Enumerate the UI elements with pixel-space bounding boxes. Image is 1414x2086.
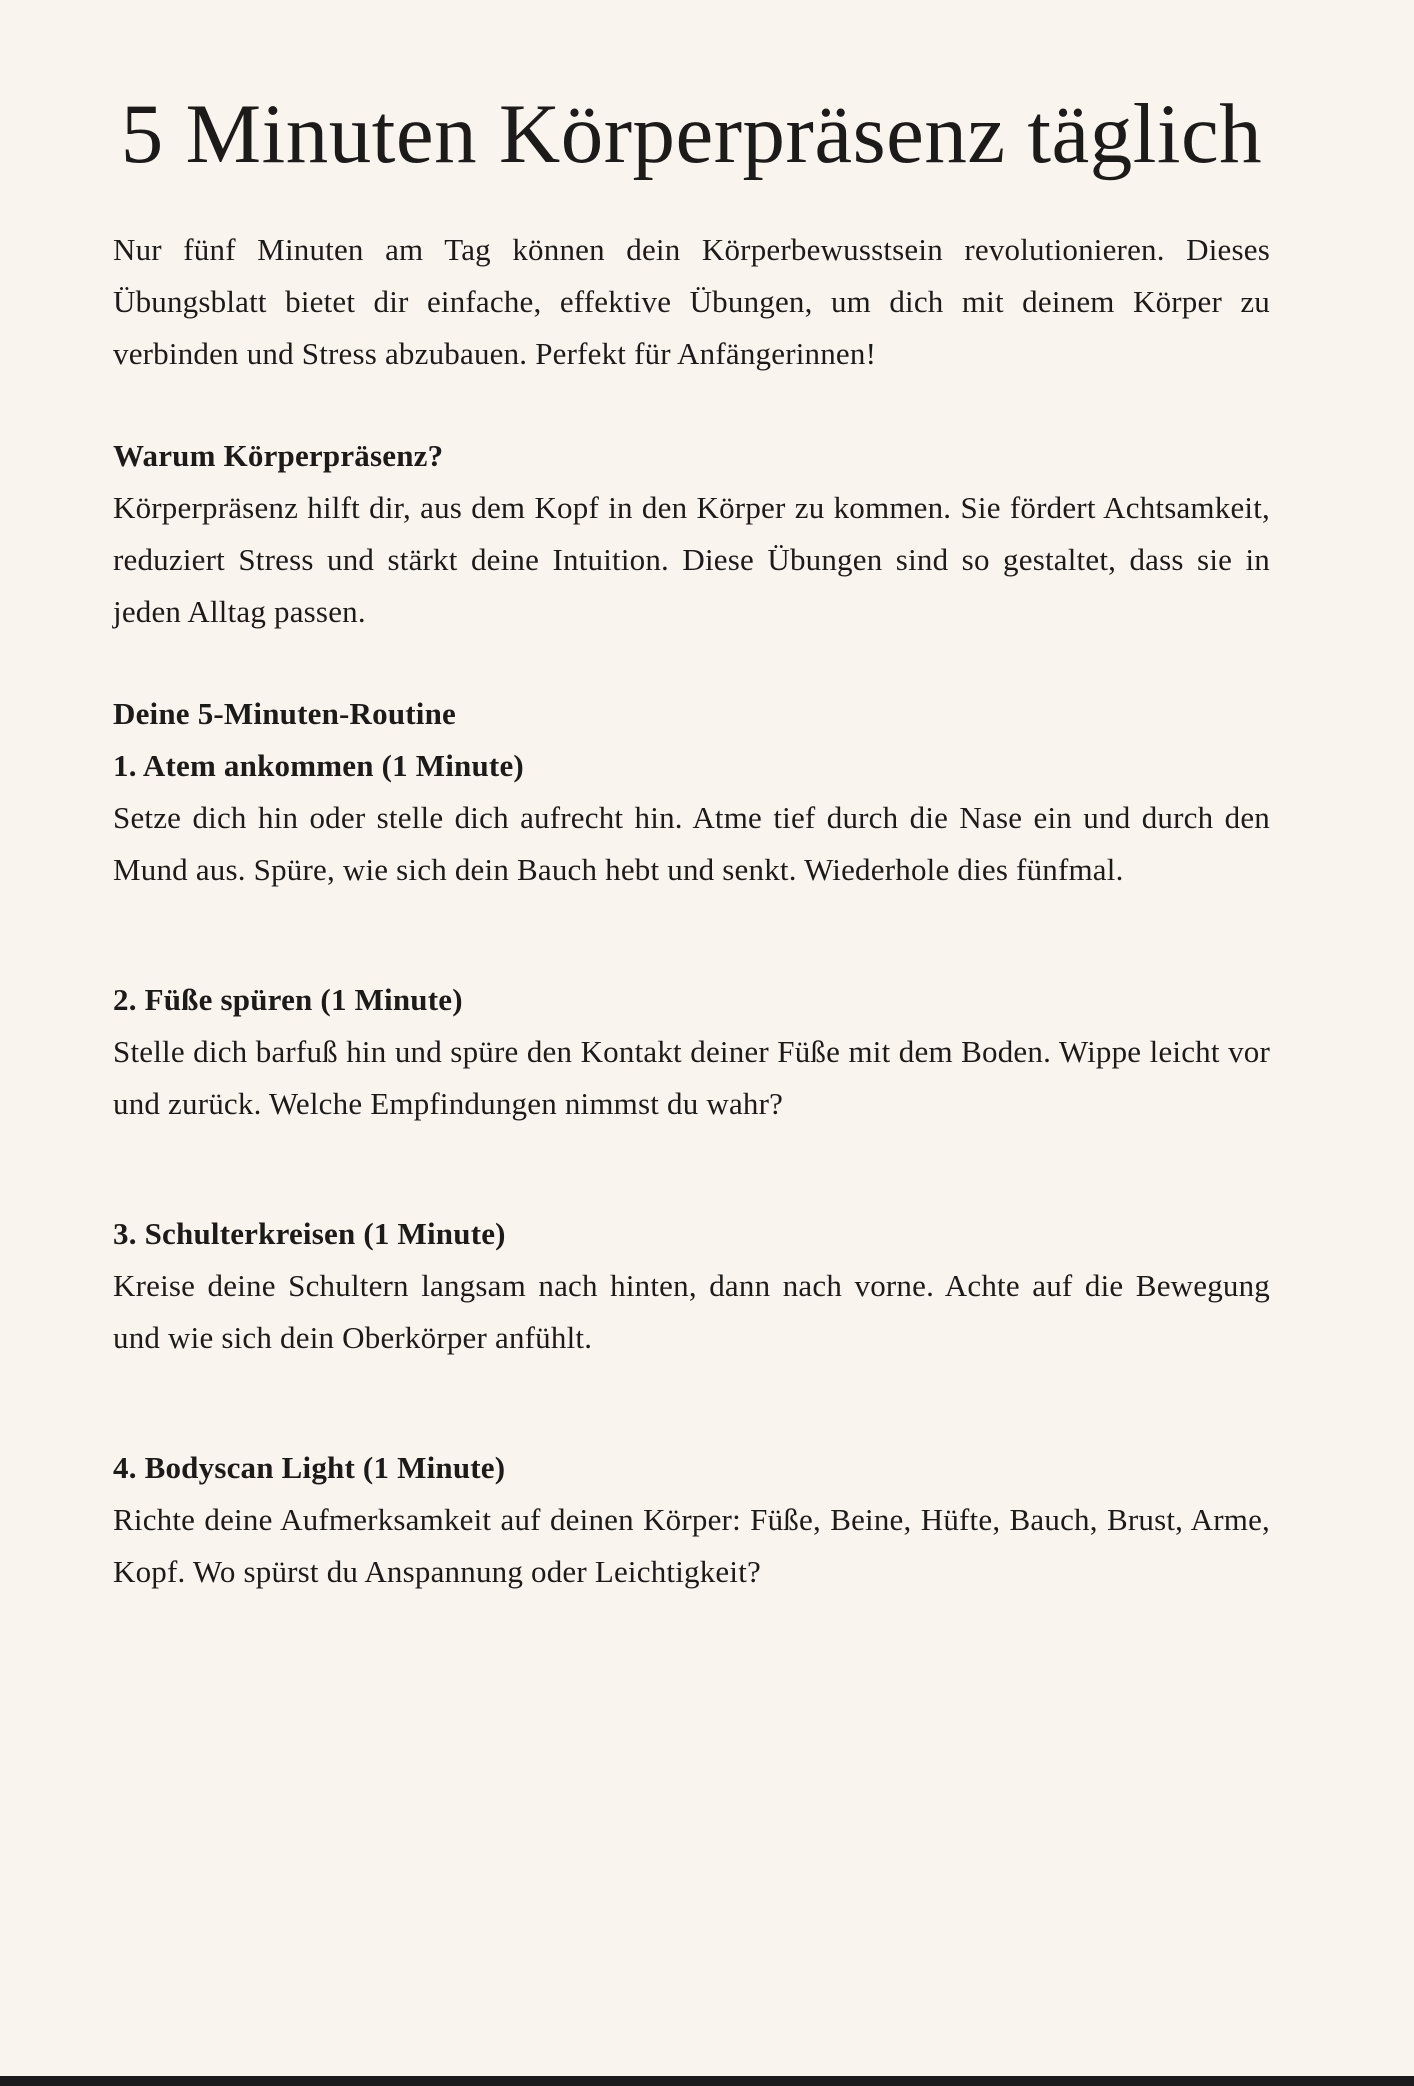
routine-step-3 [113, 1208, 1270, 1364]
routine-step-2 [113, 974, 1270, 1130]
routine-step-1 [113, 740, 1270, 896]
why-section-paragraph: Körperpräsenz hilft dir, aus dem Kopf in den Körper zu kommen. Sie fördert Achtsamkeit, reduziert Stress und stärkt deine Intuition. Diese Übungen sind so gestaltet, dass sie in jeden Alltag passen. [113, 489, 1270, 629]
routine-step-1-title: 1. Atem ankommen (1 Minute) [113, 747, 524, 783]
intro-paragraph: Nur fünf Minuten am Tag können dein Körperbewusstsein revolutionieren. Dieses Übungsblatt bietet dir einfache, effektive Übungen, um dich mit deinem Körper zu verbinden und Stress abzubauen. Perfekt für Anfängerinnen! [113, 231, 1270, 371]
routine-step-4-paragraph: Richte deine Aufmerksamkeit auf deinen Körper: Füße, Beine, Hüfte, Bauch, Brust, Arme, Kopf. Wo spürst du Anspannung oder Leichtigkeit? [113, 1501, 1270, 1589]
worksheet-page [0, 86, 1414, 1598]
routine-step-3-title: 3. Schulterkreisen (1 Minute) [113, 1215, 506, 1251]
routine-step-2-paragraph: Stelle dich barfuß hin und spüre den Kontakt deiner Füße mit dem Boden. Wippe leicht vor und zurück. Welche Empfindungen nimmst du wahr? [113, 1033, 1270, 1121]
routine-step-2-title: 2. Füße spüren (1 Minute) [113, 981, 463, 1017]
routine-step-1-paragraph: Setze dich hin oder stelle dich aufrecht hin. Atme tief durch die Nase ein und durch den Mund aus. Spüre, wie sich dein Bauch hebt und senkt. Wiederhole dies fünfmal. [113, 799, 1270, 887]
why-section-heading: Warum Körperpräsenz? [113, 437, 444, 473]
routine-section-heading: Deine 5-Minuten-Routine [113, 695, 456, 731]
page-bottom-edge [0, 2076, 1414, 2086]
page-title: 5 Minuten Körperpräsenz täglich [120, 87, 1263, 181]
routine-step-4 [113, 1442, 1270, 1598]
routine-step-3-paragraph: Kreise deine Schultern langsam nach hinten, dann nach vorne. Achte auf die Bewegung und wie sich dein Oberkörper anfühlt. [113, 1267, 1270, 1355]
routine-step-4-title: 4. Bodyscan Light (1 Minute) [113, 1449, 506, 1485]
